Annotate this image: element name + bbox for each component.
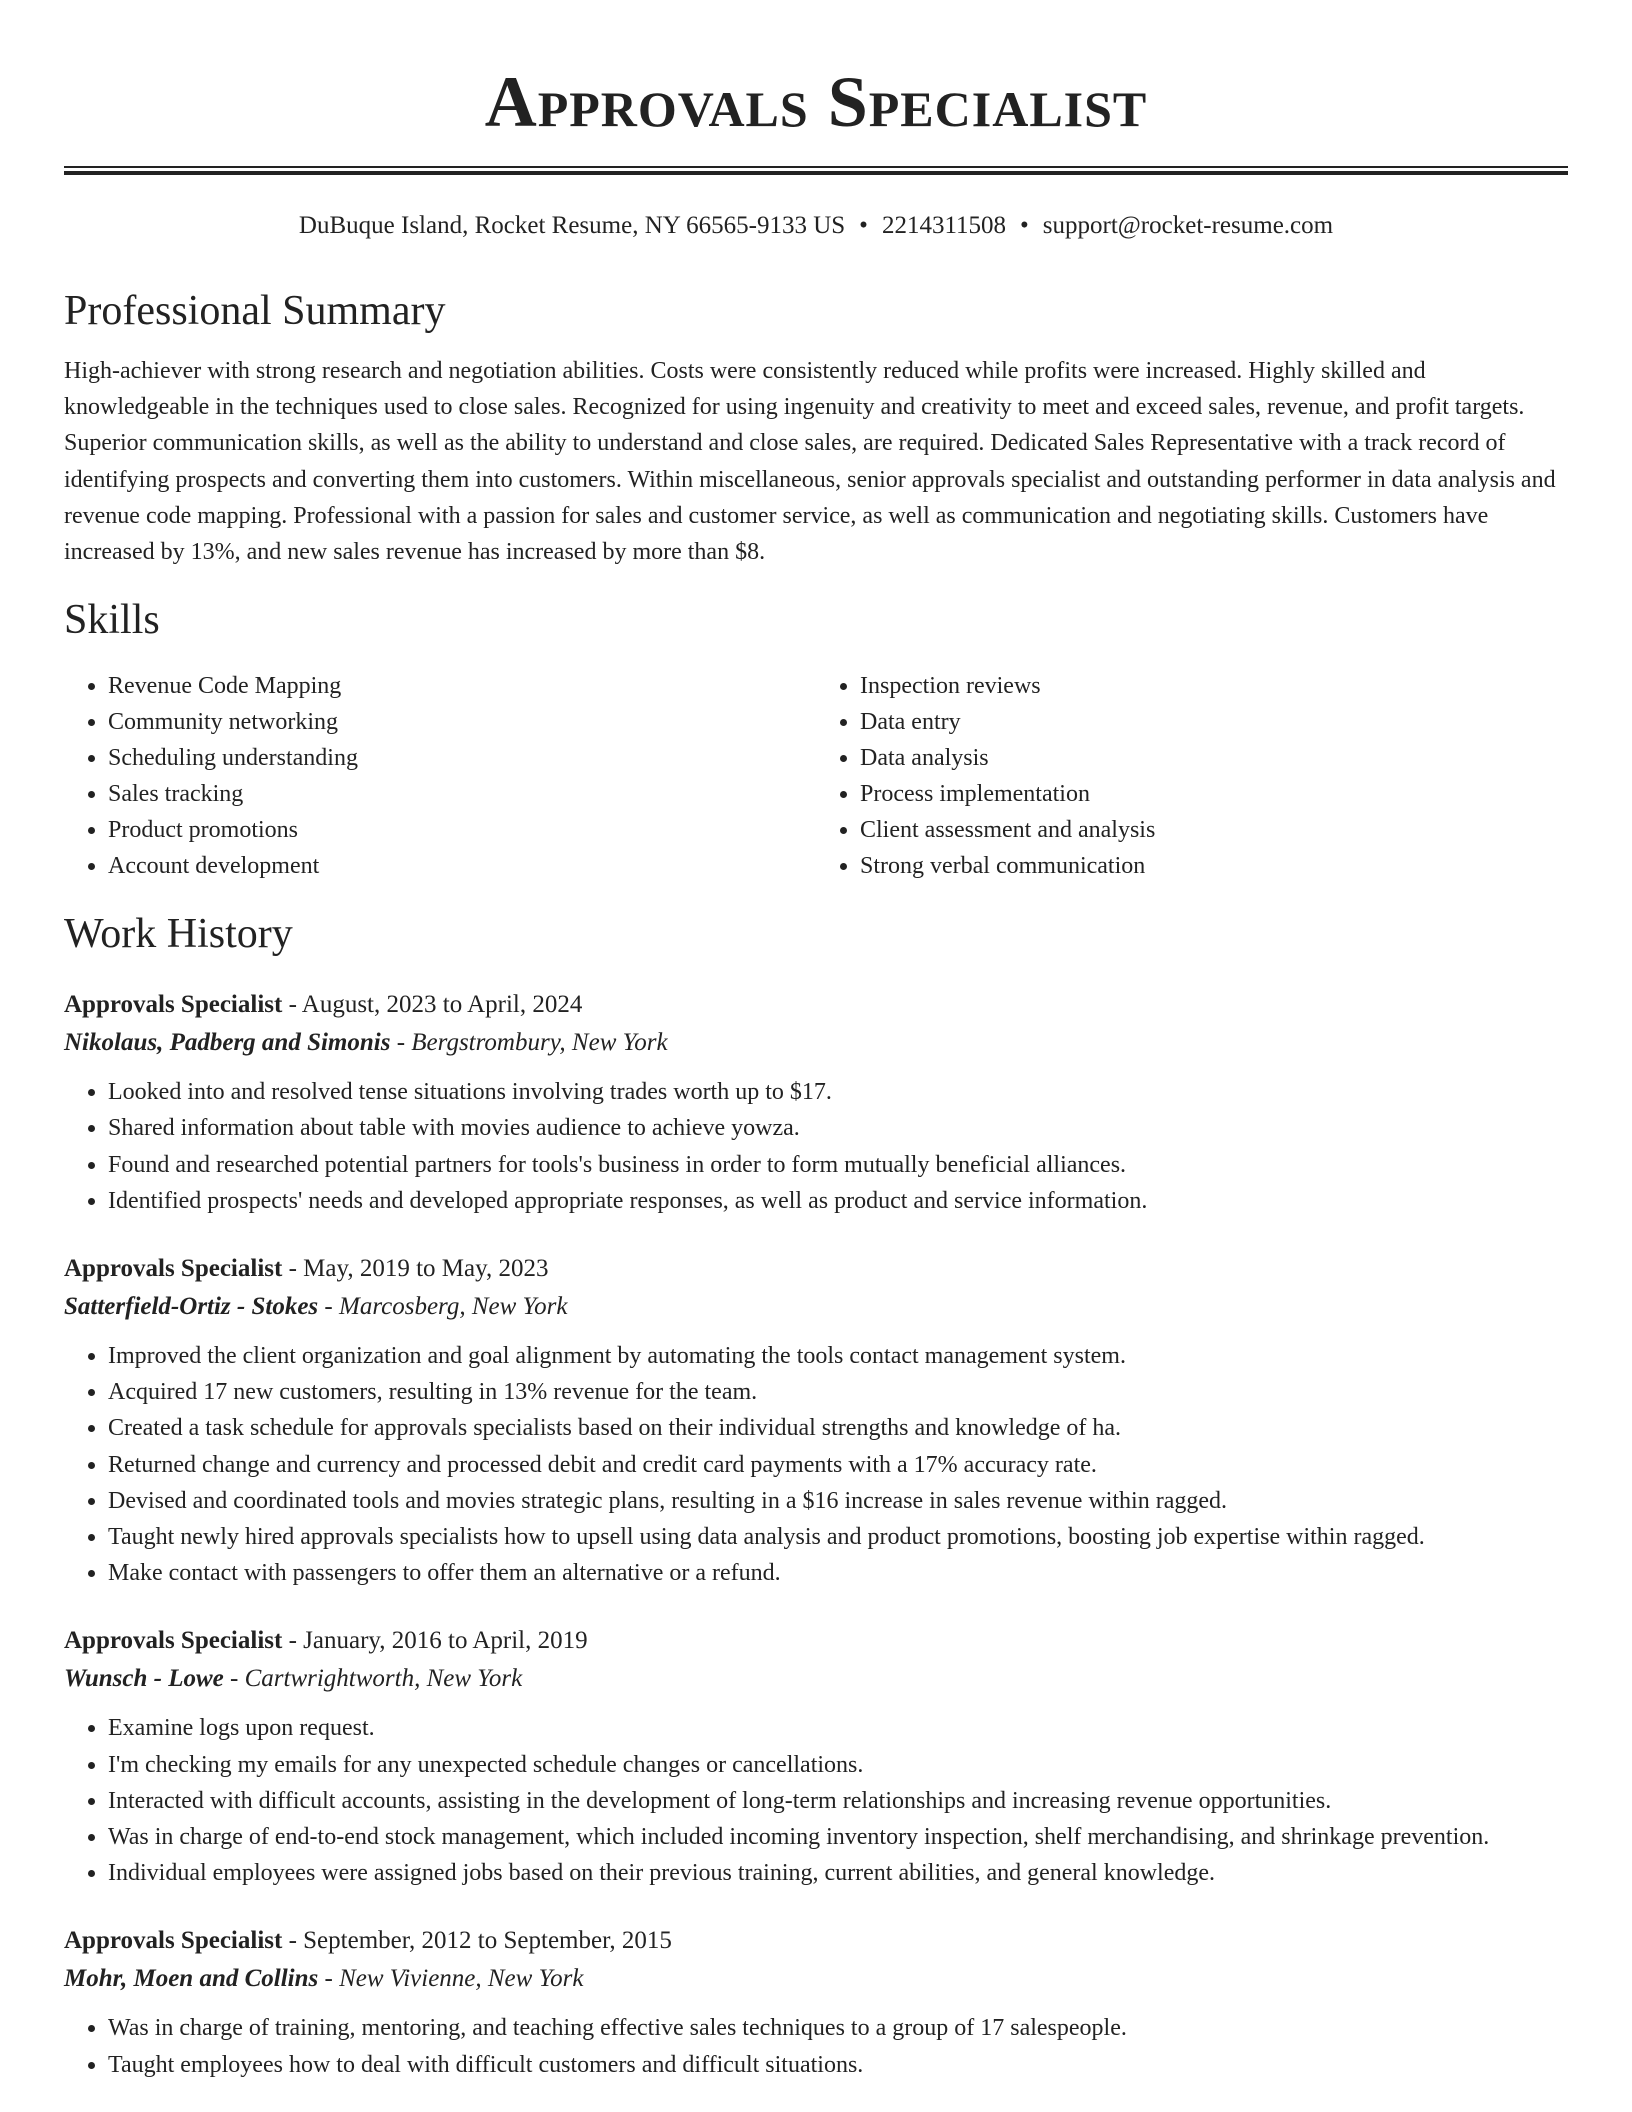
job-bullets	[64, 1074, 1568, 1219]
job-bullet: • Examine logs upon request.	[108, 1710, 1568, 1746]
job-entry	[64, 1622, 1568, 1891]
job-company-line	[64, 1288, 1568, 1326]
skill-item: • Data analysis	[860, 740, 1568, 776]
job-bullet: • Acquired 17 new customers, resulting in 13% revenue for the team.	[108, 1374, 1568, 1410]
job-bullet: • Shared information about table with movies audience to achieve yowza.	[108, 1110, 1568, 1146]
job-bullet: • Interacted with difficult accounts, assisting in the development of long-term relationships and increasing revenue opportunities.	[108, 1783, 1568, 1819]
job-bullet: • Individual employees were assigned jobs based on their previous training, current abilities, and general knowledge.	[108, 1855, 1568, 1891]
title-divider	[64, 166, 1568, 175]
job-bullet: • Was in charge of training, mentoring, and teaching effective sales techniques to a group of 17 salespeople.	[108, 2010, 1568, 2046]
contact-phone: 2214311508	[881, 212, 1007, 239]
job-bullet: • Devised and coordinated tools and movies strategic plans, resulting in a $16 increase in sales revenue within ragged.	[108, 1483, 1568, 1519]
job-company: Satterfield-Ortiz - Stokes	[64, 1293, 319, 1321]
job-company-line	[64, 1660, 1568, 1698]
job-bullet: • Identified prospects' needs and developed appropriate responses, as well as product and service information.	[108, 1183, 1568, 1219]
resume-title: Approvals Specialist	[484, 62, 1148, 142]
job-bullet: • I'm checking my emails for any unexpected schedule changes or cancellations.	[108, 1747, 1568, 1783]
job-bullet: • Taught newly hired approvals specialists how to upsell using data analysis and product promotions, boosting job expertise within ragged.	[108, 1519, 1568, 1555]
job-dates: - May, 2019 to May, 2023	[282, 1255, 549, 1283]
job-location: - New Vivienne, New York	[318, 1965, 584, 1993]
job-title-line	[64, 1922, 1568, 1960]
job-title-line	[64, 986, 1568, 1024]
contact-address: DuBuque Island, Rocket Resume, NY 66565-9133 US	[298, 212, 846, 239]
skill-item: • Community networking	[108, 704, 816, 740]
job-bullet: • Taught employees how to deal with difficult customers and difficult situations.	[108, 2047, 1568, 2083]
skill-item: • Sales tracking	[108, 776, 816, 812]
skill-item: • Client assessment and analysis	[860, 812, 1568, 848]
job-dates: - September, 2012 to September, 2015	[282, 1927, 672, 1955]
job-bullet: • Created a task schedule for approvals specialists based on their individual strengths and knowledge of ha.	[108, 1410, 1568, 1446]
skill-item: • Strong verbal communication	[860, 848, 1568, 884]
skill-item: • Process implementation	[860, 776, 1568, 812]
contact-line	[64, 211, 1568, 241]
job-company-line	[64, 1960, 1568, 1998]
job-title-line	[64, 1622, 1568, 1660]
summary-text: High-achiever with strong research and negotiation abilities. Costs were consistently reduced while profits were increased. Highly skilled and knowledgeable in the techniques used to close sales. Recognized for using ingenuity and creativity to meet and exceed sales, revenue, and profit targets. Superior communication skills, as well as the ability to understand and close sales, are required. Dedicated Sales Representative with a track record of identifying prospects and converting them into customers. Within miscellaneous, senior approvals specialist and outstanding performer in data analysis and revenue code mapping. Professional with a passion for sales and customer service, as well as communication and negotiating skills. Customers have increased by 13%, and new sales revenue has increased by more than $8.	[64, 358, 1556, 566]
skills-heading: Skills	[64, 597, 160, 644]
skills-list	[64, 668, 1568, 884]
contact-email: support@rocket-resume.com	[1042, 212, 1334, 239]
job-location: - Marcosberg, New York	[318, 1293, 568, 1321]
contact-separator: •	[859, 212, 868, 239]
job-title: Approvals Specialist	[64, 1927, 283, 1955]
job-location: - Bergstrombury, New York	[390, 1029, 668, 1057]
job-dates: - January, 2016 to April, 2019	[282, 1627, 588, 1655]
job-bullet: • Returned change and currency and processed debit and credit card payments with a 17% accuracy rate.	[108, 1447, 1568, 1483]
job-bullets	[64, 1710, 1568, 1891]
skill-item: • Data entry	[860, 704, 1568, 740]
skill-item: • Inspection reviews	[860, 668, 1568, 704]
skill-item: • Revenue Code Mapping	[108, 668, 816, 704]
skill-item: • Scheduling understanding	[108, 740, 816, 776]
job-bullet: • Make contact with passengers to offer them an alternative or a refund.	[108, 1555, 1568, 1591]
job-bullets	[64, 2010, 1568, 2082]
job-location: - Cartwrightworth, New York	[223, 1665, 523, 1693]
contact-separator: •	[1020, 212, 1029, 239]
job-bullets	[64, 1338, 1568, 1591]
summary-heading: Professional Summary	[64, 288, 446, 334]
job-company: Nikolaus, Padberg and Simonis	[64, 1029, 391, 1057]
job-company: Wunsch - Lowe	[64, 1665, 224, 1693]
job-entry	[64, 986, 1568, 1219]
job-bullet: • Found and researched potential partners for tools's business in order to form mutually beneficial alliances.	[108, 1147, 1568, 1183]
skills-column-left	[64, 668, 816, 884]
work-history-heading: Work History	[64, 911, 293, 958]
skill-item: • Account development	[108, 848, 816, 884]
job-entry	[64, 1922, 1568, 2082]
skills-column-right	[816, 668, 1568, 884]
job-title-line	[64, 1250, 1568, 1288]
job-bullet: • Looked into and resolved tense situations involving trades worth up to $17.	[108, 1074, 1568, 1110]
skill-item: • Product promotions	[108, 812, 816, 848]
job-title: Approvals Specialist	[64, 991, 283, 1019]
job-title: Approvals Specialist	[64, 1255, 283, 1283]
job-bullet: • Improved the client organization and goal alignment by automating the tools contact management system.	[108, 1338, 1568, 1374]
job-title: Approvals Specialist	[64, 1627, 283, 1655]
job-company-line	[64, 1024, 1568, 1062]
job-company: Mohr, Moen and Collins	[64, 1965, 319, 1993]
job-bullet: • Was in charge of end-to-end stock management, which included incoming inventory inspection, shelf merchandising, and shrinkage prevention.	[108, 1819, 1568, 1855]
job-dates: - August, 2023 to April, 2024	[282, 991, 583, 1019]
job-entry	[64, 1250, 1568, 1591]
